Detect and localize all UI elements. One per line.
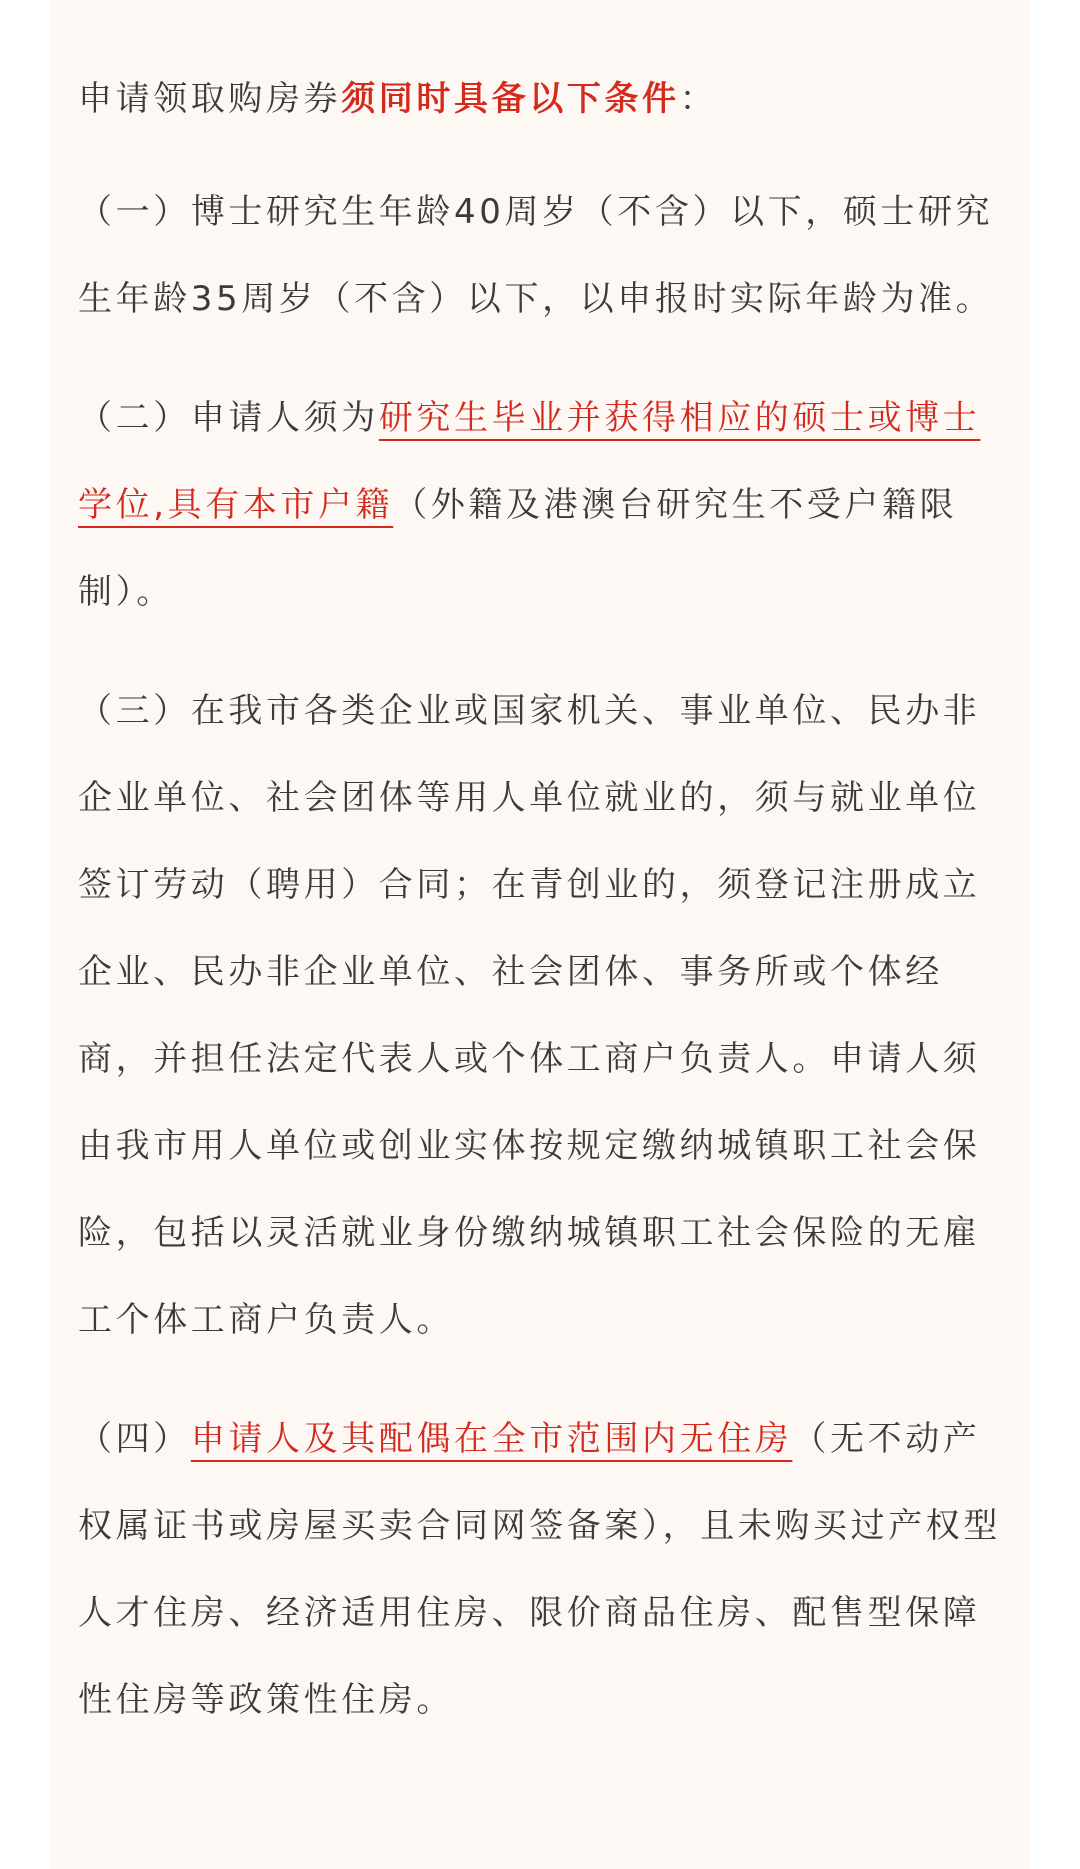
condition-4-post: （无不动产权属证书或房屋买卖合同网签备案），且未购买过产权型人才住房、经济适用住房、限价商品住房、配售型保障性住房等政策性住房。 [78, 1419, 1001, 1720]
condition-4-label: （四） [78, 1419, 191, 1459]
condition-4 [78, 1396, 1002, 1744]
condition-4-emphasis: 申请人及其配偶在全市范围内无住房 [190, 1419, 793, 1459]
condition-3 [78, 668, 1002, 1364]
condition-1 [78, 169, 1002, 343]
condition-2 [78, 375, 1002, 636]
article-body [78, 56, 1002, 1744]
condition-2-label: （二） [78, 398, 191, 438]
condition-2-pre: 申请人须为 [190, 398, 379, 438]
condition-3-label: （三） [78, 691, 191, 731]
intro-text: 申请领取购房券 [78, 79, 342, 119]
condition-2-emphasis: 研究生毕业并获得相应的硕士或博士学位,具有本市户籍 [78, 398, 981, 525]
condition-1-label: （一） [78, 192, 191, 232]
intro-paragraph [78, 56, 1002, 143]
intro-emphasis: 须同时具备以下条件 [341, 79, 680, 119]
condition-1-text: 博士研究生年龄40周岁（不含）以下，硕士研究生年龄35周岁（不含）以下，以申报时实际年龄为准。 [78, 192, 994, 319]
intro-colon: ： [679, 79, 718, 119]
condition-3-text: 在我市各类企业或国家机关、事业单位、民办非企业单位、社会团体等用人单位就业的，须与就业单位签订劳动（聘用）合同；在青创业的，须登记注册成立企业、民办非企业单位、社会团体、事务所或个体经商，并担任法定代表人或个体工商户负责人。申请人须由我市用人单位或创业实体按规定缴纳城镇职工社会保险，包括以灵活就业身份缴纳城镇职工社会保险的无雇工个体工商户负责人。 [78, 691, 981, 1340]
condition-2-post: （外籍及港澳台研究生不受户籍限制）。 [78, 485, 958, 612]
